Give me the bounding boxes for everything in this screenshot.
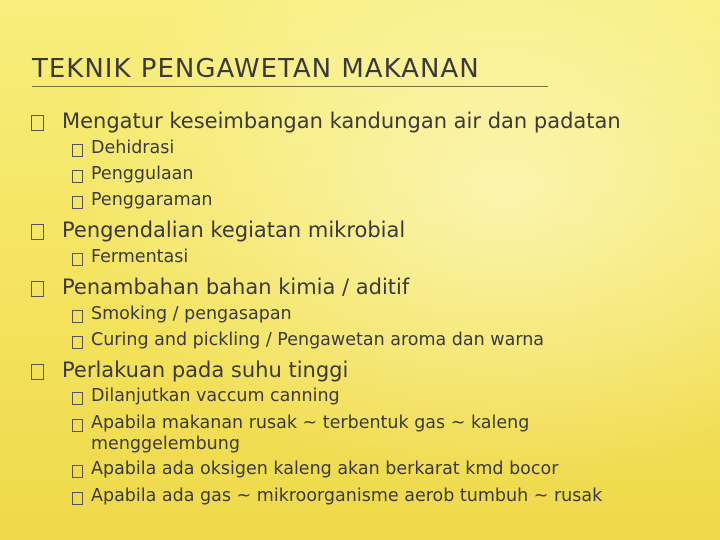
- sub-bullet-item: Apabila ada oksigen kaleng akan berkarat kmd bocor: [91, 459, 559, 479]
- square-outline-icon: [72, 419, 83, 432]
- sub-bullet-item-continuation: menggelembung: [91, 434, 240, 454]
- sub-bullet-item: Fermentasi: [91, 247, 189, 267]
- bullet-item: Penambahan bahan kimia / aditif: [62, 275, 410, 299]
- sub-bullet-item: Penggulaan: [91, 164, 194, 184]
- sub-bullet-item: Curing and pickling / Pengawetan aroma dan warna: [91, 330, 545, 350]
- sub-bullet-item: Apabila ada gas ~ mikroorganisme aerob tumbuh ~ rusak: [91, 486, 603, 506]
- square-outline-icon: [72, 310, 83, 323]
- square-outline-icon: [72, 196, 83, 209]
- square-outline-icon: [72, 465, 83, 478]
- square-outline-icon: [72, 492, 83, 505]
- square-outline-icon: [72, 253, 83, 266]
- square-outline-icon: [72, 392, 83, 405]
- sub-bullet-item: Dilanjutkan vaccum canning: [91, 386, 340, 406]
- sub-bullet-item: Smoking / pengasapan: [91, 304, 292, 324]
- square-outline-icon: [31, 364, 44, 380]
- bullet-item: Pengendalian kegiatan mikrobial: [62, 218, 406, 242]
- bullet-item: Perlakuan pada suhu tinggi: [62, 358, 349, 382]
- title-underline: [32, 86, 548, 87]
- square-outline-icon: [31, 281, 44, 297]
- bullet-item: Mengatur keseimbangan kandungan air dan padatan: [62, 109, 621, 133]
- square-outline-icon: [72, 336, 83, 349]
- square-outline-icon: [31, 115, 44, 131]
- sub-bullet-item: Dehidrasi: [91, 138, 175, 158]
- square-outline-icon: [31, 224, 44, 240]
- slide-title: TEKNIK PENGAWETAN MAKANAN: [32, 54, 480, 84]
- sub-bullet-item: Penggaraman: [91, 190, 213, 210]
- sub-bullet-item: Apabila makanan rusak ~ terbentuk gas ~ kaleng: [91, 413, 530, 433]
- square-outline-icon: [72, 170, 83, 183]
- square-outline-icon: [72, 144, 83, 157]
